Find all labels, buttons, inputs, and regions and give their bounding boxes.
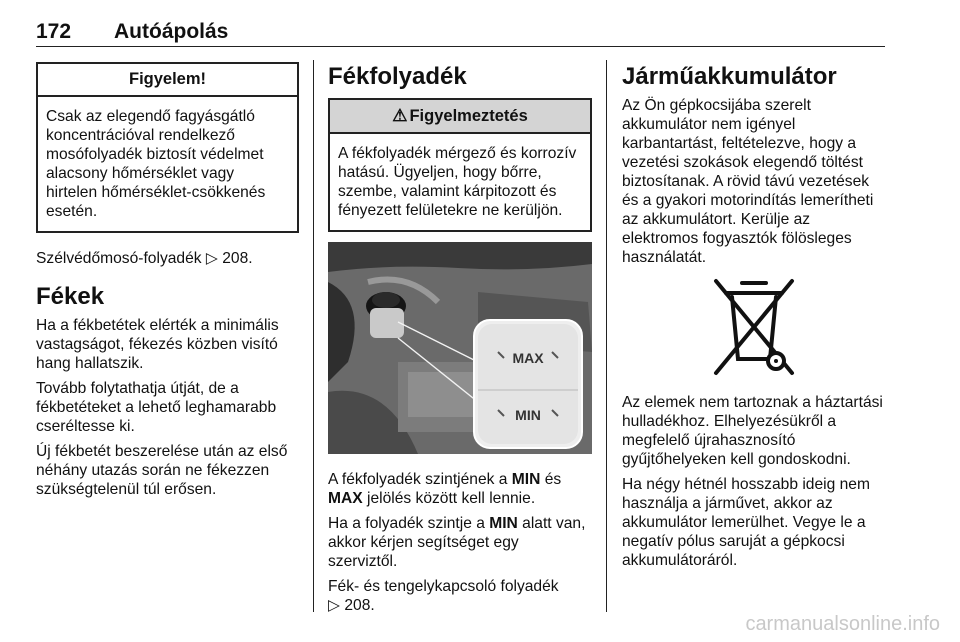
max-mark: MAX [328, 490, 363, 507]
reference-arrow-icon: ▷ [205, 250, 218, 267]
page-header [36, 20, 885, 47]
column-left [36, 62, 299, 505]
crossed-out-bin-icon [708, 275, 800, 379]
text-run: A fékfolyadék szintjének a [328, 471, 512, 488]
washer-fluid-reference[interactable] [36, 249, 299, 268]
reference-arrow-icon: ▷ [328, 597, 340, 614]
caution-text: Csak az elegendő fagyásgátló koncentrációval rendelkező mosófolyadék biztosít védelmet alacsony hőmérséklet vagy hirtelen hőmérséklet-csökkenés esetén. [46, 108, 266, 220]
brakes-paragraph: Új fékbetét beszerelése után az első néhány utazás során ne fékezzen szükségtelenül túl erősen. [36, 443, 288, 498]
warning-title: Figyelmeztetés [409, 107, 528, 125]
text-run: alatt van, akkor kérjen segítséget egy szerviztől. [328, 515, 586, 570]
column-divider [606, 60, 607, 612]
reference-page: 208. [222, 250, 253, 267]
text-run: Ha a folyadék szintje a [328, 515, 490, 532]
section-heading-brakes: Fékek [36, 283, 105, 310]
brakes-paragraph: Ha a fékbetétek elérték a minimális vastagságot, fékezés közben visító hang hallatszik. [36, 317, 279, 372]
photo-max-label: MAX [512, 350, 544, 366]
column-right [622, 62, 886, 576]
section-heading-brake-fluid: Fékfolyadék [328, 63, 467, 90]
warning-box [328, 98, 592, 232]
brake-fluid-reference[interactable] [328, 577, 592, 615]
photo-min-label: MIN [515, 407, 541, 423]
warning-text: A fékfolyadék mérgező és korrozív hatású. Ügyeljen, hogy bőrre, szembe, valamint kárpitozott és fényezett felületekre ne kerüljön. [338, 145, 577, 219]
brakes-paragraph: Tovább folytathatja útját, de a fékbetéteket a lehető leghamarabb cseréltesse ki. [36, 380, 277, 435]
caution-title: Figyelem! [38, 64, 297, 97]
battery-paragraph: Az elemek nem tartoznak a háztartási hulladékhoz. Elhelyezésükről a megfelelő újrahasznosító gyűjtőhelyeken kell gondoskodni. [622, 394, 883, 468]
column-divider [313, 60, 314, 612]
brake-fluid-low-paragraph [328, 514, 592, 571]
page-number: 172 [36, 20, 72, 43]
section-heading-battery: Járműakkumulátor [622, 63, 837, 90]
min-mark: MIN [489, 515, 518, 532]
min-mark: MIN [511, 471, 541, 488]
reference-text: Szélvédőmosó-folyadék [36, 250, 202, 267]
chapter-title: Autóápolás [114, 20, 229, 43]
warning-title-bar [330, 100, 590, 134]
brake-fluid-reservoir-photo [328, 242, 592, 454]
battery-paragraph: Ha négy hétnél hosszabb ideig nem használja a járművet, akkor az akkumulátor lemerülhet. Vegye le a negatív pólus saruját a gépkocsi akkumulátoráról. [622, 476, 870, 569]
reference-text: Fék- és tengelykapcsoló folyadék [328, 578, 559, 595]
battery-paragraph: Az Ön gépkocsijába szerelt akkumulátor nem igényel karbantartást, feltételezve, hogy a vezetési szokások elegendő töltést biztosítanak. A rövid távú vezetések és a gyakori motorindítás lemerítheti az akkumulátort. Kerülje az elektromos fogyasztók fölösleges használatát. [622, 97, 874, 266]
watermark: carmanualsonline.info [745, 613, 940, 635]
warning-triangle-icon: ⚠ [392, 106, 408, 125]
text-run: és [540, 471, 562, 488]
text-run: jelölés között kell lennie. [362, 490, 536, 507]
column-middle [328, 62, 592, 621]
brake-fluid-level-paragraph [328, 470, 592, 508]
caution-box [36, 62, 299, 233]
reference-page: 208. [344, 597, 375, 614]
